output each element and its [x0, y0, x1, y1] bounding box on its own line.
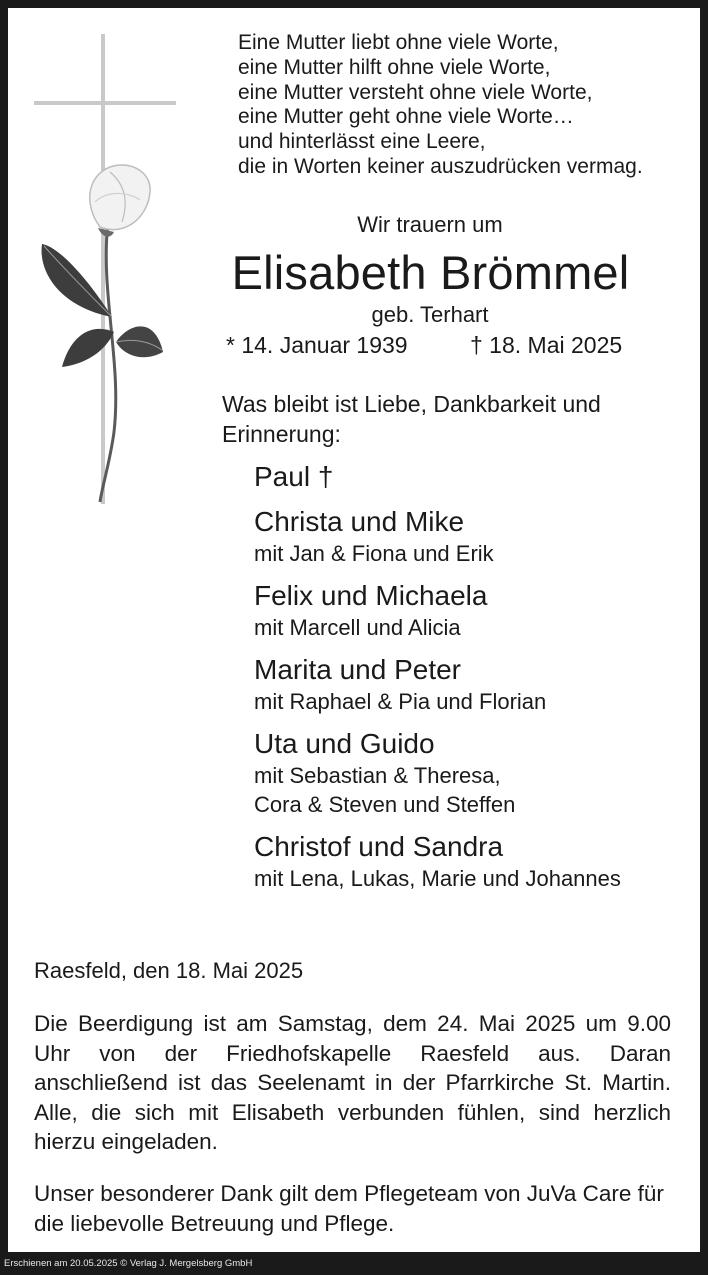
deceased-name: Elisabeth Brömmel — [231, 246, 630, 299]
mourner-family: mit Jan & Fiona und Erik — [254, 541, 494, 566]
mourner-name: Marita und Peter — [254, 654, 461, 685]
mourner-family: mit Raphael & Pia und Florian — [254, 689, 547, 714]
death-date: † 18. Mai 2025 — [470, 332, 623, 358]
poem: Eine Mutter liebt ohne viele Worte, eine Mutter hilft ohne viele Worte, eine Mutter versteht ohne viele Worte, eine Mutter geht ohne viele Worte… und hinterlässt eine Leere, die in Worten keiner auszudrücken vermag. — [238, 31, 643, 178]
list-item — [254, 505, 694, 568]
list-item — [254, 727, 694, 819]
mourner-name: Paul † — [254, 461, 334, 492]
mourner-family: mit Sebastian & Theresa, Cora & Steven und Steffen — [254, 763, 516, 817]
maiden-name: geb. Terhart — [371, 302, 489, 327]
mourner-name: Uta und Guido — [254, 728, 435, 759]
mourner-family: mit Marcell und Alicia — [254, 615, 461, 640]
mourner-family: mit Lena, Lukas, Marie und Johannes — [254, 866, 621, 891]
cross-with-rose-icon — [30, 32, 190, 512]
list-item — [254, 830, 694, 893]
family-intro: Was bleibt ist Liebe, Dankbarkeit und Erinnerung: — [222, 391, 601, 447]
mourner-name: Felix und Michaela — [254, 580, 488, 611]
publication-footer: Erschienen am 20.05.2025 © Verlag J. Mergelsberg GmbH — [4, 1258, 253, 1269]
obituary-notice — [8, 8, 700, 1252]
birth-date: * 14. Januar 1939 — [226, 332, 408, 358]
place-date: Raesfeld, den 18. Mai 2025 — [34, 958, 304, 983]
mourner-name: Christa und Mike — [254, 506, 465, 537]
list-item — [254, 460, 694, 494]
mourners-list — [254, 460, 694, 904]
mourning-intro: Wir trauern um — [357, 212, 503, 237]
funeral-info: Die Beerdigung ist am Samstag, dem 24. Mai 2025 um 9.00 Uhr von der Friedhofskapelle Raesfeld aus. Daran anschließend ist das Seelenamt in der Pfarrkirche St. Martin. Alle, die sich mit Elisabeth verbunden fühlen, sind herzlich hierzu eingeladen. — [34, 1011, 671, 1154]
thanks-note: Unser besonderer Dank gilt dem Pflegeteam von JuVa Care für die liebevolle Betreuung und Pflege. — [34, 1181, 664, 1236]
list-item — [254, 579, 694, 642]
list-item — [254, 653, 694, 716]
mourner-name: Christof und Sandra — [254, 831, 504, 862]
